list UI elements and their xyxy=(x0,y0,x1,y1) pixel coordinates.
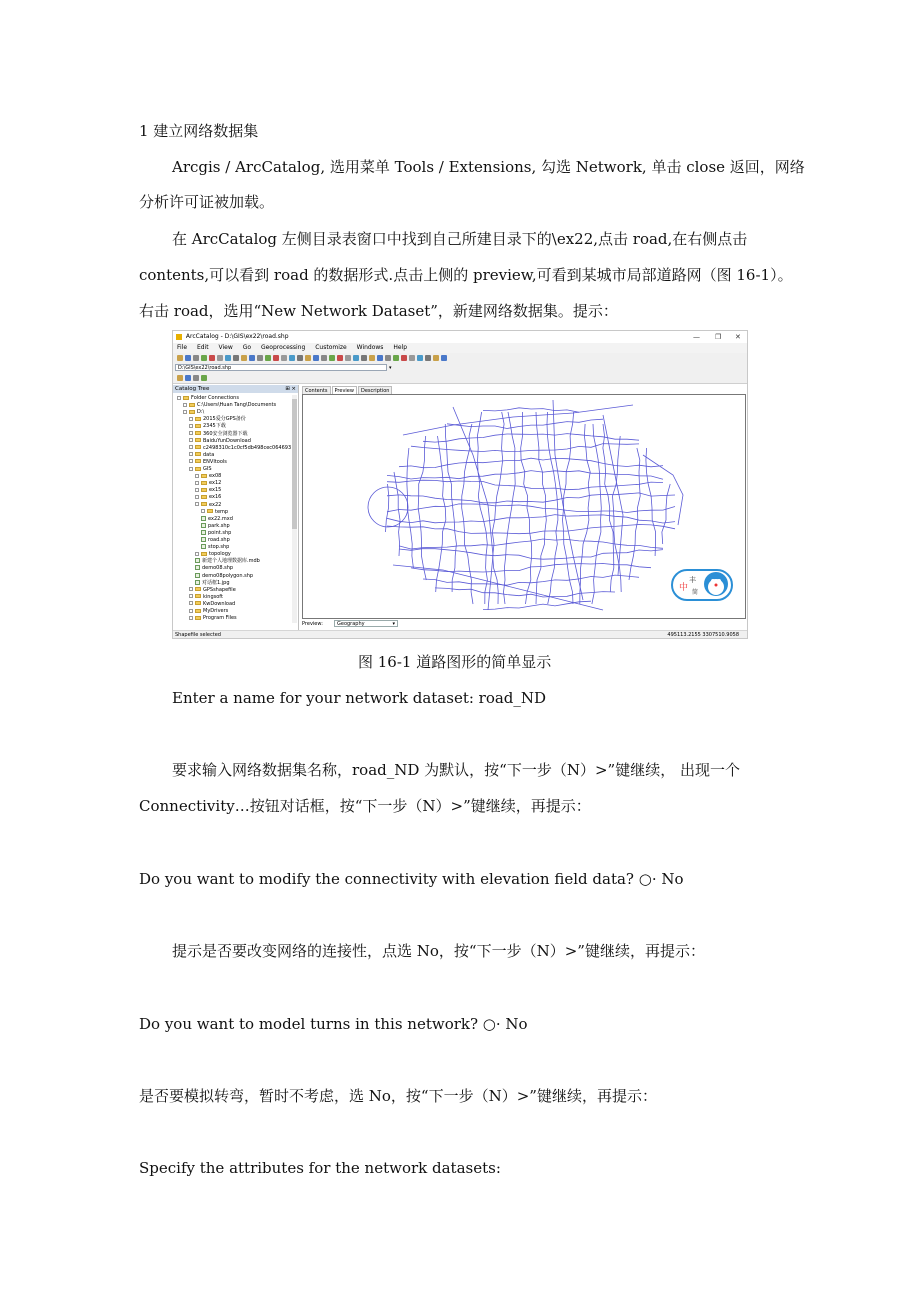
file-icon xyxy=(201,523,206,528)
paragraph-line: 分析许可证被加载。 xyxy=(139,193,275,211)
tree-item[interactable] xyxy=(189,466,212,473)
expand-icon[interactable] xyxy=(201,509,205,513)
folder-icon xyxy=(189,403,195,407)
toolbar-button-icon[interactable] xyxy=(401,355,407,361)
tree-item[interactable] xyxy=(189,438,251,445)
tree-item-label: kingsoft xyxy=(203,593,223,600)
folder-icon xyxy=(195,431,201,435)
toolbar-button-icon[interactable] xyxy=(185,375,191,381)
tree-item[interactable] xyxy=(189,594,223,601)
toolbar-button-icon[interactable] xyxy=(193,355,199,361)
menu-windows[interactable]: Windows xyxy=(356,344,384,351)
toolbar-button-icon[interactable] xyxy=(281,355,287,361)
tree-item[interactable] xyxy=(189,452,214,459)
folder-icon xyxy=(195,587,201,591)
tree-item-label: 新建个人地理数据库.mdb xyxy=(202,558,260,565)
tab-contents[interactable]: Contents xyxy=(302,386,331,396)
road-segment xyxy=(447,419,603,428)
paragraph-line: Specify the attributes for the network datasets: xyxy=(139,1159,501,1177)
road-segment xyxy=(399,458,663,468)
road-segment xyxy=(387,525,675,534)
toolbar-button-icon[interactable] xyxy=(441,355,447,361)
tree-item[interactable] xyxy=(189,615,237,622)
tree-item[interactable] xyxy=(201,523,230,530)
status-bar xyxy=(173,630,747,638)
toolbar-button-icon[interactable] xyxy=(385,355,391,361)
folder-icon xyxy=(195,459,201,463)
chevron-down-icon[interactable]: ▾ xyxy=(389,365,392,371)
road-segment xyxy=(483,601,591,609)
road-ring xyxy=(368,487,408,527)
tree-item[interactable] xyxy=(201,516,233,523)
toolbar-button-icon[interactable] xyxy=(313,355,319,361)
tree-item[interactable] xyxy=(195,565,233,572)
figure-caption: 图 16-1 道路图形的简单显示 xyxy=(358,653,552,671)
tree-item[interactable] xyxy=(201,530,231,537)
tree-item-label: GIS xyxy=(203,466,212,472)
menu-go[interactable]: Go xyxy=(242,344,252,351)
paragraph-line: Enter a name for your network dataset: road_ND xyxy=(172,689,547,707)
preview-type-select[interactable] xyxy=(334,620,398,627)
tree-item-label: KwDownload xyxy=(203,600,236,607)
close-icon[interactable]: ✕ xyxy=(735,333,741,341)
toolbar-button-icon[interactable] xyxy=(289,355,295,361)
toolbar-button-icon[interactable] xyxy=(201,355,207,361)
road-segment xyxy=(411,444,639,452)
paragraph-line: 在 ArcCatalog 左侧目录表窗口中找到自己所建目录下的\ex22,点击 road,在右侧点击 xyxy=(172,230,748,248)
badge-char-a: 中 xyxy=(679,583,689,593)
road-segment xyxy=(445,424,456,592)
road-segment xyxy=(603,424,614,592)
badge-char-b: 丰 xyxy=(689,576,696,584)
menu-view[interactable]: View xyxy=(218,344,233,351)
toolbar-button-icon[interactable] xyxy=(297,355,303,361)
road-segment xyxy=(436,436,446,592)
folder-icon xyxy=(195,445,201,449)
toolbar-button-icon[interactable] xyxy=(409,355,415,361)
coordinate-readout: 495113.2155 3307510.9058 xyxy=(667,632,739,638)
road-segment xyxy=(563,412,574,604)
road-segment xyxy=(387,493,675,503)
folder-icon xyxy=(195,417,201,421)
road-segment xyxy=(387,515,675,523)
folder-icon xyxy=(195,424,201,428)
tree-item[interactable] xyxy=(195,494,221,501)
toolbar-button-icon[interactable] xyxy=(377,355,383,361)
pin-icon[interactable]: ⊞ xyxy=(285,386,290,392)
tree-item[interactable] xyxy=(183,402,276,409)
scroll-thumb[interactable] xyxy=(292,399,297,529)
paragraph-line: 提示是否要改变网络的连接性，点选 No，按“下一步（N）>”键继续，再提示： xyxy=(172,942,705,960)
file-icon xyxy=(201,544,206,549)
paragraph-line: Do you want to model turns in this network? ○· No xyxy=(139,1015,528,1033)
tree-item-label: demo08.shp xyxy=(202,565,234,572)
tree-item-label: point.shp xyxy=(208,529,232,536)
location-bar xyxy=(173,363,747,373)
tree-item-label: ex12 xyxy=(209,480,222,487)
tree-item-label: 2015爱分GPS备份 xyxy=(203,416,246,423)
toolbar-button-icon[interactable] xyxy=(225,355,231,361)
tree-item-label: demo08polygon.shp xyxy=(202,572,254,579)
catalog-tree-title: Catalog Tree xyxy=(175,386,210,392)
folder-icon xyxy=(195,616,201,620)
folder-icon xyxy=(189,410,195,414)
file-icon xyxy=(201,516,206,521)
road-segment xyxy=(403,405,633,435)
tree-scrollbar[interactable] xyxy=(292,395,297,623)
toolbar-button-icon[interactable] xyxy=(241,355,247,361)
toolbar-button-icon[interactable] xyxy=(257,355,263,361)
folder-icon xyxy=(207,509,213,513)
tree-item-label: ex08 xyxy=(209,473,222,480)
toolbar-button-icon[interactable] xyxy=(233,355,239,361)
toolbar-button-icon[interactable] xyxy=(433,355,439,361)
tree-item-label: topology xyxy=(209,551,231,558)
tree-item[interactable] xyxy=(189,445,291,452)
folder-icon xyxy=(201,474,207,478)
tree-item-label: 对话框1.jpg xyxy=(202,579,230,586)
file-icon xyxy=(201,530,206,535)
expand-icon[interactable] xyxy=(189,417,193,421)
map-preview[interactable] xyxy=(302,394,746,619)
tree-item[interactable] xyxy=(195,480,221,487)
toolbar-button-icon[interactable] xyxy=(321,355,327,361)
expand-icon[interactable] xyxy=(195,474,199,478)
tab-description[interactable]: Description xyxy=(358,386,392,396)
tree-item-label: GPSshapefile xyxy=(203,586,236,593)
tree-item[interactable] xyxy=(189,423,226,430)
tree-item[interactable] xyxy=(195,487,221,494)
folder-icon xyxy=(201,481,207,485)
restore-icon[interactable]: ❐ xyxy=(715,333,722,341)
tree-item[interactable] xyxy=(189,459,227,466)
tree-item-label: road.shp xyxy=(208,537,230,543)
expand-icon[interactable] xyxy=(189,616,193,620)
file-icon xyxy=(201,537,206,542)
location-input[interactable]: D:\GIS\ex22\road.shp xyxy=(175,364,387,371)
tree-item-label: MyDrivers xyxy=(203,608,229,614)
toolbar-button-icon[interactable] xyxy=(265,355,271,361)
tree-item[interactable] xyxy=(195,558,260,565)
toolbar-button-icon[interactable] xyxy=(217,355,223,361)
menu-edit[interactable]: Edit xyxy=(196,344,209,351)
tree-item-label: c2498310c1c0cf5db498cec064693 xyxy=(203,444,292,451)
road-segment xyxy=(643,455,683,525)
expand-icon[interactable] xyxy=(189,587,193,591)
tree-item-label: 2345下载 xyxy=(203,423,226,430)
toolbar-button-icon[interactable] xyxy=(353,355,359,361)
tree-item-label: ex16 xyxy=(209,494,222,501)
tree-item[interactable] xyxy=(189,587,236,594)
folder-icon xyxy=(201,552,207,556)
tree-item[interactable] xyxy=(189,608,228,615)
tree-item-label: ENVItools xyxy=(203,458,227,465)
tree-item-label: stop.shp xyxy=(208,544,230,551)
road-segment xyxy=(504,412,516,604)
tree-item[interactable] xyxy=(195,502,221,509)
folder-icon xyxy=(201,495,207,499)
expand-icon[interactable] xyxy=(189,467,193,471)
tree-item[interactable] xyxy=(189,601,235,608)
expand-icon[interactable] xyxy=(189,438,193,442)
chevron-down-icon: ▾ xyxy=(392,621,395,627)
expand-icon[interactable] xyxy=(189,445,193,449)
expand-icon[interactable] xyxy=(195,495,199,499)
toolbar-button-icon[interactable] xyxy=(305,355,311,361)
folder-icon xyxy=(195,601,201,605)
tree-item-label: ex22 xyxy=(209,501,222,508)
expand-icon[interactable] xyxy=(195,481,199,485)
tree-item-label: D:\ xyxy=(197,409,205,416)
tree-item[interactable] xyxy=(195,573,253,580)
tree-item-label: ex22.mxd xyxy=(208,515,233,522)
section-heading: 1 建立网络数据集 xyxy=(139,122,259,140)
toolbar-button-icon[interactable] xyxy=(345,355,351,361)
toolbar-button-icon[interactable] xyxy=(201,375,207,381)
standard-toolbar xyxy=(173,353,747,363)
menu-bar xyxy=(173,343,747,353)
tree-item[interactable] xyxy=(201,544,229,551)
arccatalog-screenshot xyxy=(172,330,748,639)
catalog-tree-panel xyxy=(173,385,299,631)
folder-icon xyxy=(183,396,189,400)
folder-icon xyxy=(195,467,201,471)
menu-customize[interactable]: Customize xyxy=(315,344,347,351)
paragraph-line: 右击 road，选用“New Network Dataset”，新建网络数据集。提示： xyxy=(139,302,618,320)
tree-item[interactable] xyxy=(201,537,230,544)
file-icon xyxy=(195,573,200,578)
expand-icon[interactable] xyxy=(189,431,193,435)
status-text: Shapefile selected xyxy=(175,632,221,638)
window-titlebar xyxy=(173,331,747,343)
toolbar-button-icon[interactable] xyxy=(361,355,367,361)
minimize-icon[interactable]: — xyxy=(693,333,700,341)
folder-icon xyxy=(201,488,207,492)
folder-icon xyxy=(195,594,201,598)
expand-icon[interactable] xyxy=(189,452,193,456)
tree-item-label: 360安全浏览器下载 xyxy=(203,430,248,437)
file-icon xyxy=(195,565,200,570)
road-segment xyxy=(547,412,558,604)
road-segment xyxy=(387,504,675,513)
road-segment xyxy=(386,484,389,532)
tree-item-label: C:\Users\Huan Tang\Documents xyxy=(197,402,277,409)
road-segment xyxy=(435,588,615,597)
expand-icon[interactable] xyxy=(195,552,199,556)
preview-label: Preview: xyxy=(302,621,323,627)
file-icon xyxy=(195,580,200,585)
window-title: ArcCatalog - D:\GIS\ex22\road.shp xyxy=(185,333,289,340)
close-icon[interactable]: × xyxy=(291,386,296,392)
expand-icon[interactable] xyxy=(189,594,193,598)
tree-item[interactable] xyxy=(177,395,239,402)
app-icon xyxy=(176,334,182,340)
folder-icon xyxy=(195,609,201,613)
paragraph-line: Do you want to modify the connectivity with elevation field data? ○· No xyxy=(139,870,684,888)
file-icon xyxy=(195,558,200,563)
catalog-toolbar xyxy=(173,373,747,384)
menu-geoprocessing[interactable]: Geoprocessing xyxy=(260,344,306,351)
expand-icon[interactable] xyxy=(183,403,187,407)
toolbar-button-icon[interactable] xyxy=(177,355,183,361)
tree-item[interactable] xyxy=(183,409,204,416)
folder-icon xyxy=(195,452,201,456)
expand-icon[interactable] xyxy=(183,410,187,414)
expand-icon[interactable] xyxy=(177,396,181,400)
toolbar-button-icon[interactable] xyxy=(249,355,255,361)
expand-icon[interactable] xyxy=(195,488,199,492)
paragraph-line: contents,可以看到 road 的数据形式.点击上侧的 preview,可看到某城市局部道路网（图 16-1）。 xyxy=(139,266,793,284)
road-segment xyxy=(646,448,656,556)
tree-item[interactable] xyxy=(195,473,221,480)
tree-item-label: BaiduYunDownload xyxy=(203,437,251,444)
paragraph-line: Arcgis / ArcCatalog, 选用菜单 Tools / Extensions, 勾选 Network, 单击 close 返回，网络 xyxy=(172,158,805,176)
road-segment xyxy=(477,412,487,604)
toolbar-button-icon[interactable] xyxy=(329,355,335,361)
toolbar-button-icon[interactable] xyxy=(337,355,343,361)
preview-bar xyxy=(302,620,746,628)
road-segment xyxy=(394,472,400,556)
tree-item-label: data xyxy=(203,451,215,458)
toolbar-button-icon[interactable] xyxy=(417,355,423,361)
road-segment xyxy=(492,412,504,604)
folder-icon xyxy=(195,438,201,442)
tree-item[interactable] xyxy=(189,431,248,438)
menu-file[interactable]: File xyxy=(177,344,188,351)
tree-item-label: Folder Connections xyxy=(191,395,239,401)
toolbar-button-icon[interactable] xyxy=(369,355,375,361)
tree-item[interactable] xyxy=(201,509,228,516)
toolbar-button-icon[interactable] xyxy=(209,355,215,361)
preview-type-value: Geography xyxy=(337,621,365,627)
paragraph-line: 要求输入网络数据集名称，road_ND 为默认，按“下一步（N）>”键继续， 出现一个 xyxy=(172,761,740,779)
tree-item[interactable] xyxy=(195,580,230,587)
tree-item-label: park.shp xyxy=(208,522,230,529)
road-segment xyxy=(629,448,640,580)
toolbar-button-icon[interactable] xyxy=(393,355,399,361)
tree-item-label: temp xyxy=(215,508,229,515)
expand-icon[interactable] xyxy=(189,601,193,605)
tree-item-label: ex15 xyxy=(209,487,222,494)
road-segment xyxy=(521,412,532,604)
toolbar-button-icon[interactable] xyxy=(193,375,199,381)
catalog-tree-header xyxy=(173,385,298,393)
toolbar-button-icon[interactable] xyxy=(185,355,191,361)
menu-help[interactable]: Help xyxy=(393,344,408,351)
toolbar-button-icon[interactable] xyxy=(177,375,183,381)
tab-preview[interactable]: Preview xyxy=(332,386,357,396)
toolbar-button-icon[interactable] xyxy=(273,355,279,361)
toolbar-button-icon[interactable] xyxy=(425,355,431,361)
mascot-logo xyxy=(671,567,733,603)
road-segment xyxy=(483,408,579,413)
paragraph-line: 是否要模拟转弯，暂时不考虑，选 No，按“下一步（N）>”键继续，再提示： xyxy=(139,1087,657,1105)
road-segment xyxy=(399,549,663,560)
paragraph-line: Connectivity…按钮对话框，按“下一步（N）>”键继续，再提示： xyxy=(139,797,591,815)
expand-icon[interactable] xyxy=(189,459,193,463)
badge-char-c: 简 xyxy=(692,589,699,596)
expand-icon[interactable] xyxy=(189,424,193,428)
expand-icon[interactable] xyxy=(195,502,199,506)
view-tabs xyxy=(302,386,393,394)
expand-icon[interactable] xyxy=(189,609,193,613)
road-segment xyxy=(662,484,670,544)
folder-icon xyxy=(201,502,207,506)
tree-item-label: Program Files xyxy=(203,615,237,622)
